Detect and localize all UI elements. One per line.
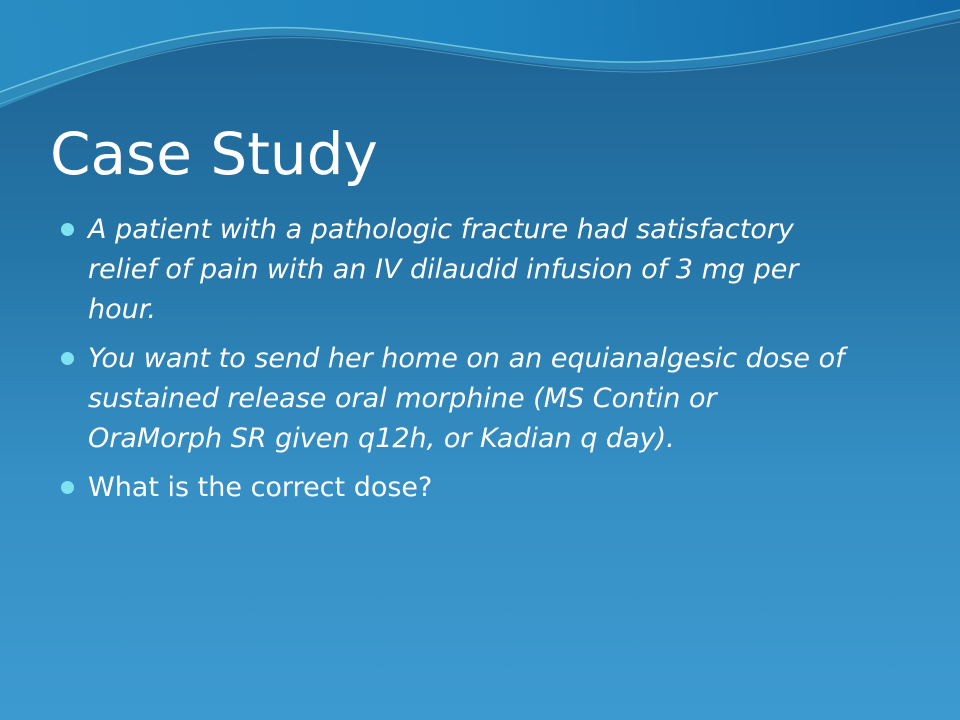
bullet-dot-icon: [61, 223, 74, 236]
slide-title: Case Study: [50, 120, 378, 188]
bullet-list: [88, 210, 848, 517]
bullet-item: [88, 468, 848, 508]
bullet-text: You want to send her home on an equianalgesic dose of sustained release oral morphine (MS Contin or OraMorph SR given q12h, or Kadian q day).: [88, 343, 845, 454]
decorative-wave-banner: [0, 0, 960, 130]
bullet-text: A patient with a pathologic fracture had satisfactory relief of pain with an IV dilaudid infusion of 3 mg per hour.: [88, 214, 799, 325]
bullet-text: What is the correct dose?: [88, 472, 433, 503]
bullet-dot-icon: [61, 352, 74, 365]
bullet-item: [88, 339, 848, 459]
bullet-dot-icon: [61, 481, 74, 494]
bullet-item: [88, 210, 848, 330]
